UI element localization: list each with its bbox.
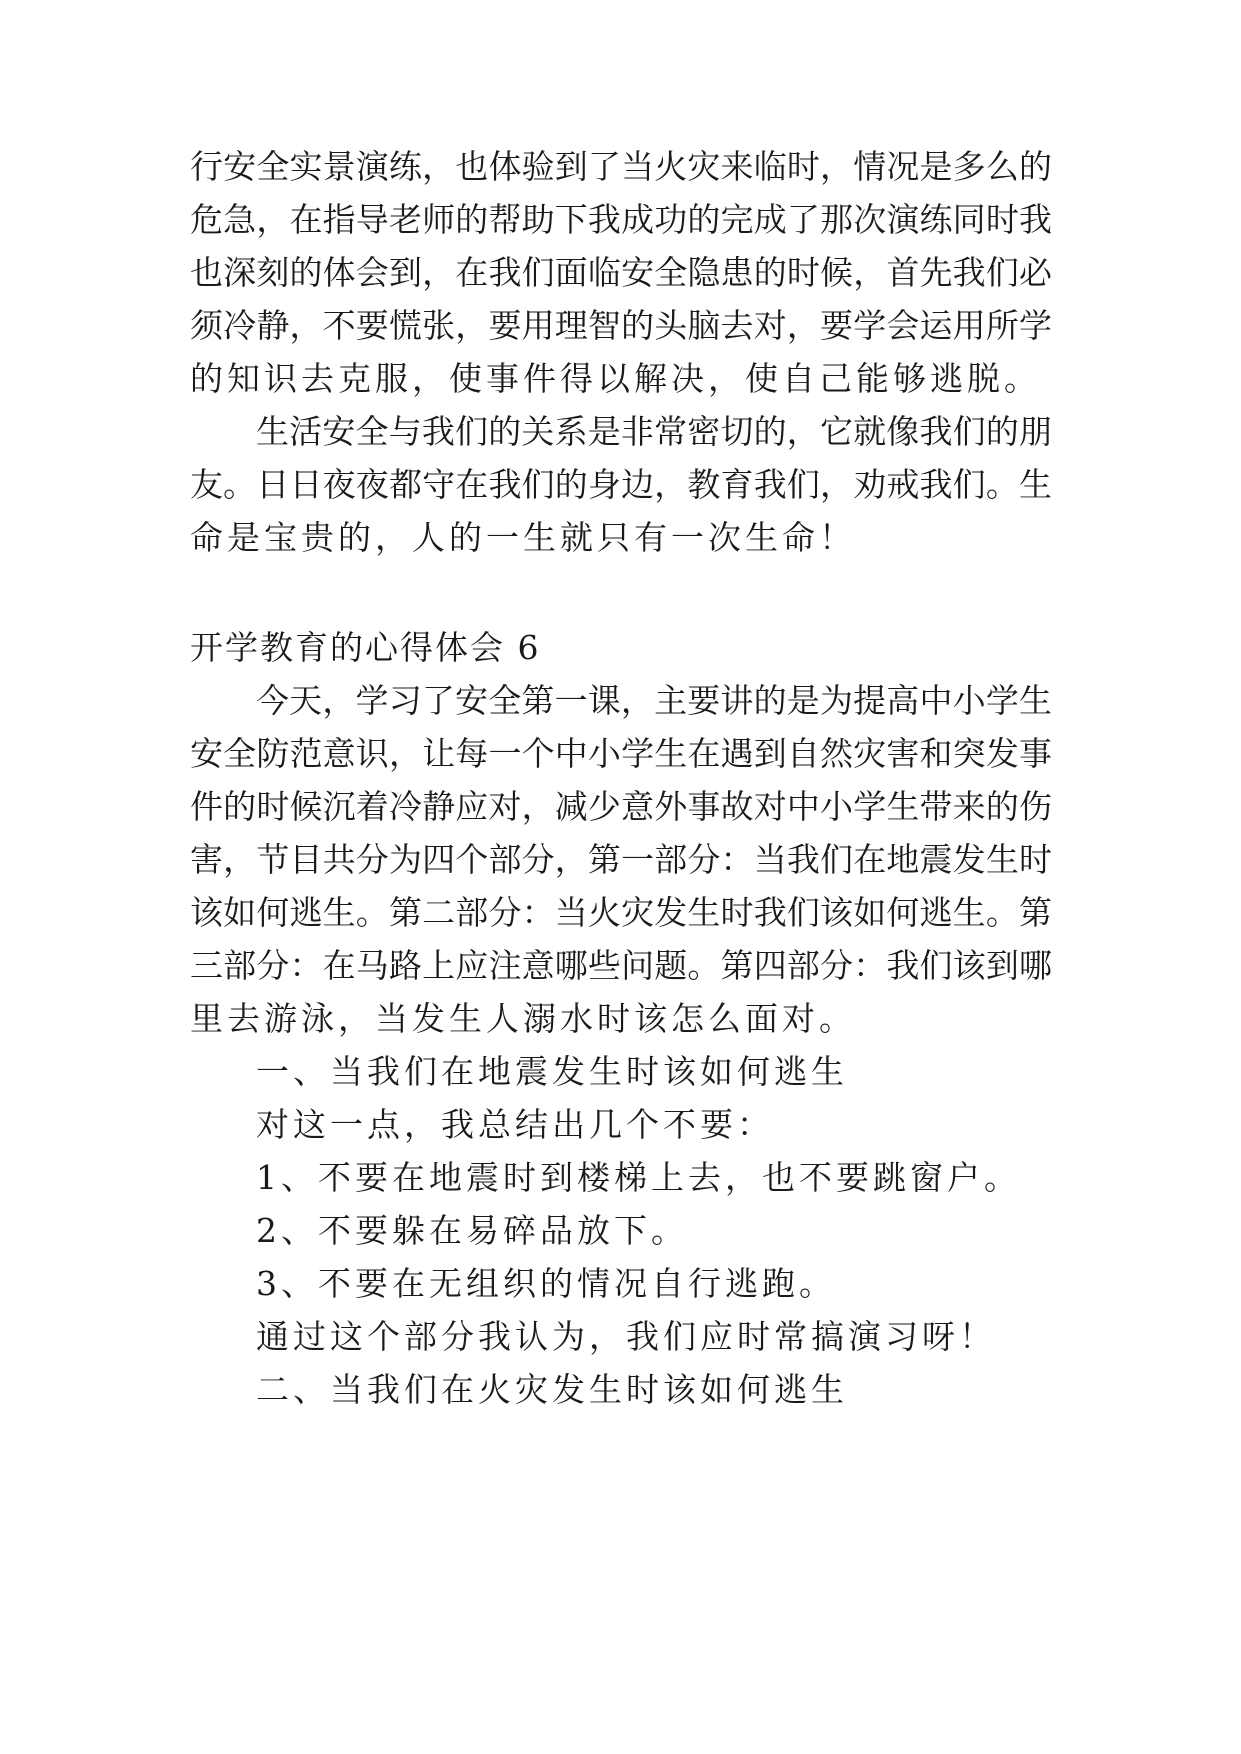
paragraph-1-line-5: 的知识去克服，使事件得以解决，使自己能够逃脱。 bbox=[190, 359, 1041, 398]
list-item: 3、不要在无组织的情况自行逃跑。 bbox=[256, 1264, 836, 1303]
paragraph-1-line-2: 危急，在指导老师的帮助下我成功的完成了那次演练同时我 bbox=[190, 200, 1052, 239]
paragraph-3-line-3: 件的时候沉着冷静应对，减少意外事故对中小学生带来的伤 bbox=[190, 787, 1052, 826]
subheading-earthquake: 一、当我们在地震发生时该如何逃生 bbox=[256, 1052, 848, 1091]
paragraph-3-line-2: 安全防范意识，让每一个中小学生在遇到自然灾害和突发事 bbox=[190, 734, 1052, 773]
list-item: 1、不要在地震时到楼梯上去，也不要跳窗户。 bbox=[256, 1158, 1021, 1197]
paragraph-3-line-6: 三部分：在马路上应注意哪些问题。第四部分：我们该到哪 bbox=[190, 946, 1052, 985]
section-title: 开学教育的心得体会 6 bbox=[190, 628, 541, 667]
paragraph-3-line-4: 害，节目共分为四个部分，第一部分：当我们在地震发生时 bbox=[190, 840, 1052, 879]
paragraph-3-line-7: 里去游泳，当发生人溺水时该怎么面对。 bbox=[190, 999, 856, 1038]
paragraph-2-line-2: 友。日日夜夜都守在我们的身边，教育我们，劝戒我们。生 bbox=[190, 465, 1052, 504]
paragraph-2-line-3: 命是宝贵的，人的一生就只有一次生命！ bbox=[190, 518, 856, 557]
subheading-fire: 二、当我们在火灾发生时该如何逃生 bbox=[256, 1370, 848, 1409]
paragraph-1-line-4: 须冷静，不要慌张，要用理智的头脑去对，要学会运用所学 bbox=[190, 306, 1052, 345]
paragraph-2-line-1: 生活安全与我们的关系是非常密切的，它就像我们的朋 bbox=[256, 412, 1052, 451]
list-item: 2、不要躲在易碎品放下。 bbox=[256, 1211, 688, 1250]
intro-line: 对这一点，我总结出几个不要： bbox=[256, 1105, 774, 1144]
paragraph-3-line-5: 该如何逃生。第二部分：当火灾发生时我们该如何逃生。第 bbox=[190, 893, 1052, 932]
paragraph-1-line-1: 行安全实景演练，也体验到了当火灾来临时，情况是多么的 bbox=[190, 147, 1052, 186]
conclusion-line: 通过这个部分我认为，我们应时常搞演习呀！ bbox=[256, 1317, 996, 1356]
paragraph-1-line-3: 也深刻的体会到，在我们面临安全隐患的时候，首先我们必 bbox=[190, 253, 1052, 292]
paragraph-3-line-1: 今天，学习了安全第一课，主要讲的是为提高中小学生 bbox=[256, 681, 1052, 720]
